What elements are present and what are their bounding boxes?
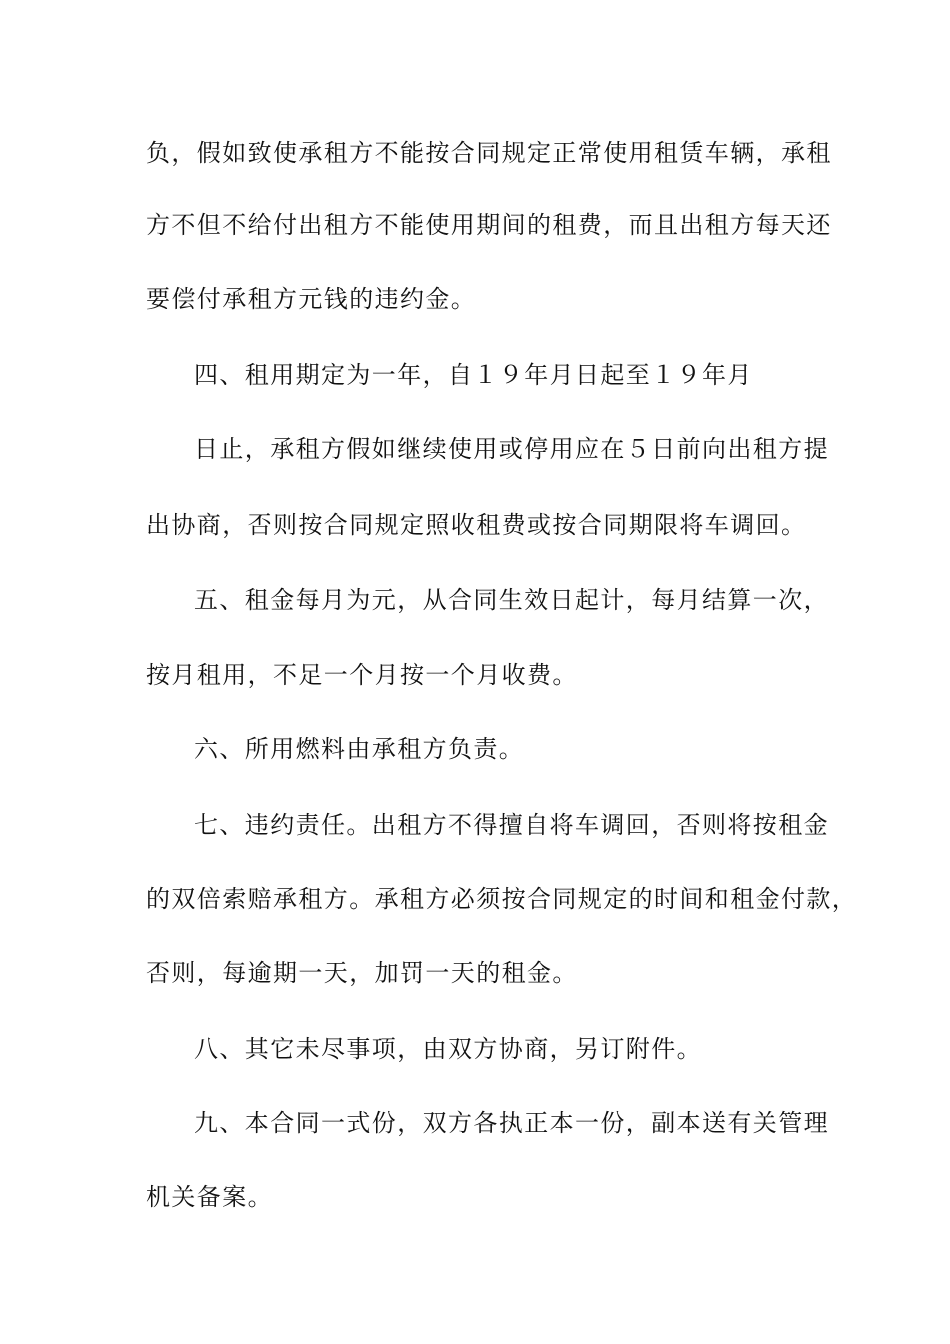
clause-9-line: 九、本合同一式份，双方各执正本一份，副本送有关管理 bbox=[194, 1109, 829, 1137]
text-line: 要偿付承租方元钱的违约金。 bbox=[146, 285, 477, 313]
clause-7-line: 七、违约责任。出租方不得擅自将车调回，否则将按租金 bbox=[194, 811, 829, 839]
clause-8-line: 八、其它未尽事项，由双方协商，另订附件。 bbox=[194, 1035, 702, 1063]
text-line: 出协商，否则按合同规定照收租费或按合同期限将车调回。 bbox=[146, 511, 807, 539]
text-line: 否则，每逾期一天，加罚一天的租金。 bbox=[146, 959, 578, 987]
text-line: 按月租用，不足一个月按一个月收费。 bbox=[146, 661, 578, 689]
text-line: 机关备案。 bbox=[146, 1183, 273, 1211]
text-line: 负，假如致使承租方不能按合同规定正常使用租赁车辆，承租 bbox=[146, 139, 832, 167]
text-line: 日止，承租方假如继续使用或停用应在５日前向出租方提 bbox=[194, 435, 829, 463]
clause-5-line: 五、租金每月为元，从合同生效日起计，每月结算一次， bbox=[194, 586, 829, 614]
clause-4-line: 四、租用期定为一年，自１９年月日起至１９年月 bbox=[194, 361, 753, 389]
text-line: 的双倍索赔承租方。承租方必须按合同规定的时间和租金付款， bbox=[146, 885, 858, 913]
text-line: 方不但不给付出租方不能使用期间的租费，而且出租方每天还 bbox=[146, 211, 832, 239]
clause-6-line: 六、所用燃料由承租方负责。 bbox=[194, 735, 525, 763]
